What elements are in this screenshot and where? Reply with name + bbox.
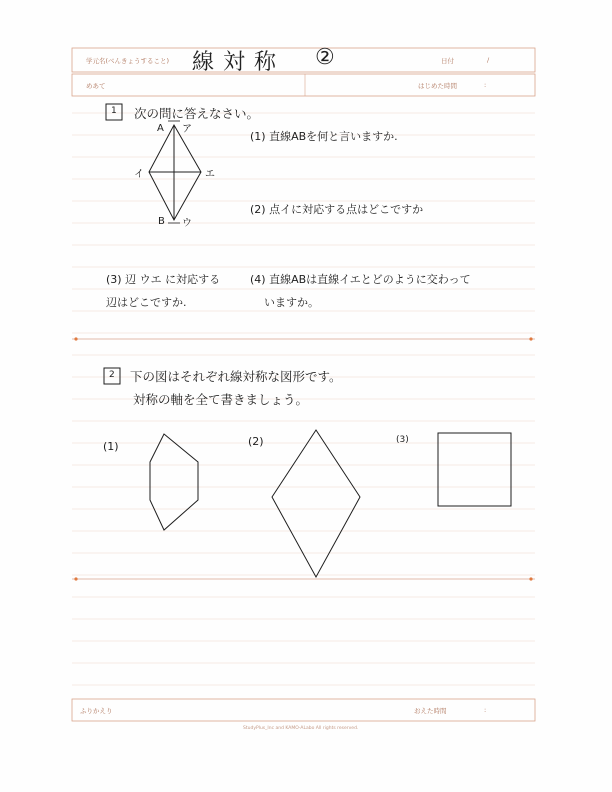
vertex-label-i: イ [134, 169, 144, 180]
question-4-line1: (4) 直線ABは直線イエとどのように交わって [250, 273, 471, 286]
diamond-figure [272, 430, 360, 577]
review-label: ふりかえり [80, 707, 113, 715]
review-box [72, 699, 535, 721]
start-time-label: はじめた時間 [418, 82, 457, 90]
hexagon-figure [150, 434, 198, 530]
date-separator: / [487, 56, 490, 64]
section1-instruction: 次の問に答えなさい。 [134, 106, 260, 121]
start-time-separator: : [484, 81, 487, 89]
square-figure [438, 433, 511, 506]
end-time-label: おえた時間 [414, 707, 447, 715]
vertex-label-u: ウ [182, 218, 192, 229]
vertex-label-a2: ア [182, 124, 192, 135]
rhombus-figure [149, 121, 201, 223]
section2-instruction-line1: 下の図はそれぞれ線対称な図形です。 [130, 369, 342, 384]
date-label: 日付 [441, 57, 454, 65]
vertex-label-a: A [157, 123, 164, 134]
question-3-line1: (3) 辺 ウエ に対応する [106, 273, 221, 286]
section2-number: 2 [109, 370, 115, 380]
goal-label: めあて [86, 82, 106, 90]
question-2: (2) 点イに対応する点はどこですか [250, 203, 424, 216]
question-1: (1) 直線ABを何と言いますか. [250, 130, 398, 143]
vertex-label-e: エ [205, 169, 215, 180]
copyright-notice: StudyPlus_Inc and KAMO-ALabo All rights reserved. [243, 726, 359, 731]
end-time-separator: : [484, 706, 487, 714]
figure-label-2: (2) [248, 435, 264, 448]
subject-label: 学元名(べんきょうすること) [86, 57, 170, 65]
section1-number: 1 [111, 106, 117, 116]
vertex-label-b: B [158, 216, 165, 227]
page-title: 線対称 [192, 50, 286, 75]
question-3-line2: 辺はどこですか. [106, 296, 187, 309]
section2-instruction-line2: 対称の軸を全て書きましょう。 [133, 392, 309, 407]
question-4-line2: いますか。 [264, 296, 319, 309]
goal-box [72, 74, 535, 96]
figure-label-1: (1) [103, 440, 119, 453]
title-number: ② [315, 45, 335, 70]
figure-label-3: (3) [396, 435, 409, 445]
